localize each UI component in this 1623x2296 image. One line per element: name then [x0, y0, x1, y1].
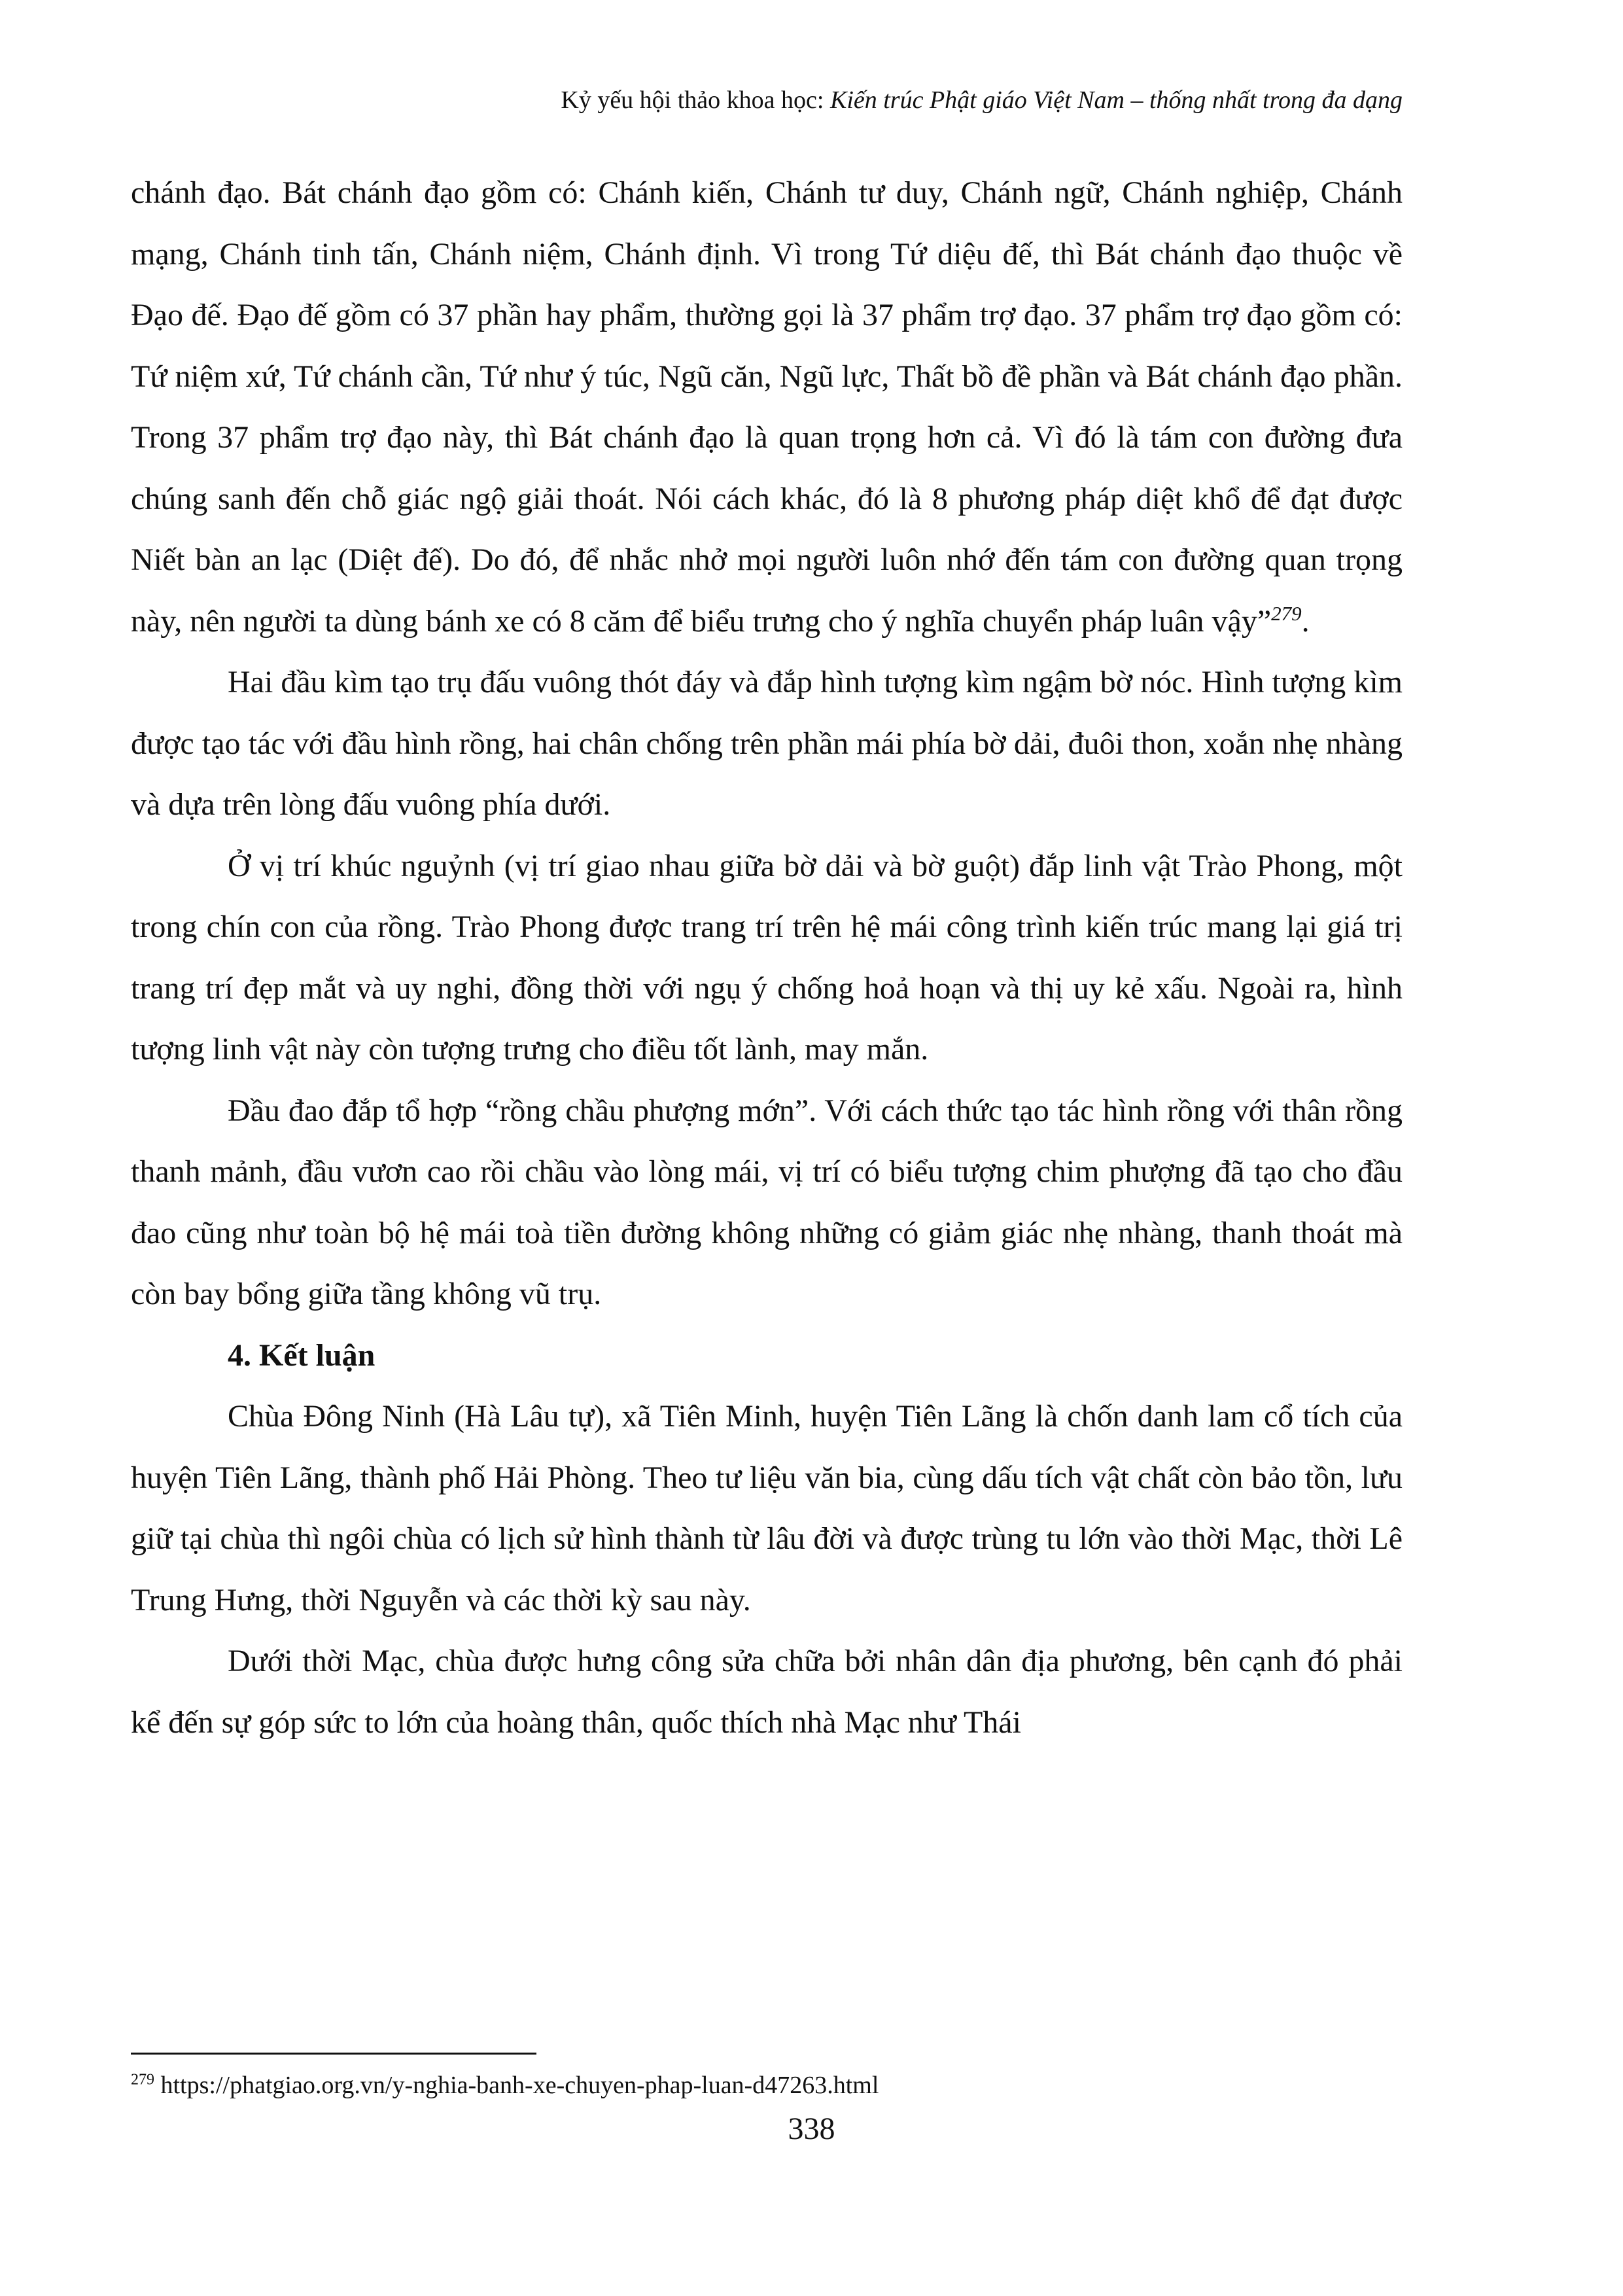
paragraph-1-text: chánh đạo. Bát chánh đạo gồm có: Chánh kiến, Chánh tư duy, Chánh ngữ, Chánh nghiệp, Chánh mạng, Chánh tinh tấn, Chánh niệm, Chánh định. Vì trong Tứ diệu đế, thì Bát chánh đạo thuộc về Đạo đế. Đạo đế gồm có 37 phần hay phẩm, thường gọi là 37 phẩm trợ đạo. 37 phẩm trợ đạo gồm có: Tứ niệm xứ, Tứ chánh cần, Tứ như ý túc, Ngũ căn, Ngũ lực, Thất bồ đề phần và Bát chánh đạo phần. Trong 37 phẩm trợ đạo này, thì Bát chánh đạo là quan trọng hơn cả. Vì đó là tám con đường đưa chúng sanh đến chỗ giác ngộ giải thoát. Nói cách khác, đó là 8 phương pháp diệt khổ để đạt được Niết bàn an lạc (Diệt đế). Do đó, để nhắc nhở mọi người luôn nhớ đến tám con đường quan trọng này, nên người ta dùng bánh xe có 8 căm để biểu trưng cho ý nghĩa chuyển pháp luân vậy”: [131, 175, 1403, 639]
paragraph-2: Hai đầu kìm tạo trụ đấu vuông thót đáy và đắp hình tượng kìm ngậm bờ nóc. Hình tượng kìm được tạo tác với đầu hình rồng, hai chân chống trên phần mái phía bờ dải, đuôi thon, xoắn nhẹ nhàng và dựa trên lòng đấu vuông phía dưới.: [131, 665, 1403, 822]
paragraph-3: Ở vị trí khúc nguỷnh (vị trí giao nhau giữa bờ dải và bờ guột) đắp linh vật Trào Phong, một trong chín con của rồng. Trào Phong được trang trí trên hệ mái công trình kiến trúc mang lại giá trị trang trí đẹp mắt và uy nghi, đồng thời với ngụ ý chống hoả hoạn và thị uy kẻ xấu. Ngoài ra, hình tượng linh vật này còn tượng trưng cho điều tốt lành, may mắn.: [131, 848, 1403, 1067]
paragraph-1: [131, 162, 1403, 652]
footnote-divider: [131, 2053, 536, 2055]
main-text: [131, 162, 1403, 1753]
paragraph-6: Dưới thời Mạc, chùa được hưng công sửa chữa bởi nhân dân địa phương, bên cạnh đó phải kể đến sự góp sức to lớn của hoàng thân, quốc thích nhà Mạc như Thái: [131, 1644, 1403, 1740]
section-heading: 4. Kết luận: [228, 1337, 375, 1373]
header-title: Kiến trúc Phật giáo Việt Nam – thống nhất trong đa dạng: [829, 86, 1403, 114]
footnote: [131, 2070, 879, 2101]
paragraph-4: Đầu đao đắp tổ hợp “rồng chầu phượng mớn”. Với cách thức tạo tác hình rồng với thân rồng thanh mảnh, đầu vươn cao rồi chầu vào lòng mái, vị trí có biểu tượng chim phượng đã tạo cho đầu đao cũng như toàn bộ hệ mái toà tiền đường không những có giảm giác nhẹ nhàng, thanh thoát mà còn bay bổng giữa tầng không vũ trụ.: [131, 1093, 1403, 1311]
footnote-link[interactable]: https://phatgiao.org.vn/y-nghia-banh-xe-chuyen-phap-luan-d47263.html: [154, 2072, 879, 2099]
paragraph-5: Chùa Đông Ninh (Hà Lâu tự), xã Tiên Minh, huyện Tiên Lãng là chốn danh lam cổ tích của huyện Tiên Lãng, thành phố Hải Phòng. Theo tư liệu văn bia, cùng dấu tích vật chất còn bảo tồn, lưu giữ tại chùa thì ngôi chùa có lịch sử hình thành từ lâu đời và được trùng tu lớn vào thời Mạc, thời Lê Trung Hưng, thời Nguyễn và các thời kỳ sau này.: [131, 1399, 1403, 1617]
running-header: [0, 84, 1623, 116]
paragraph-1-end: .: [1301, 603, 1310, 639]
header-prefix: Kỷ yếu hội thảo khoa học:: [561, 86, 830, 114]
footnote-reference[interactable]: 279: [1271, 601, 1302, 625]
page-number: 338: [788, 2111, 835, 2146]
footnote-number: 279: [131, 2071, 154, 2089]
